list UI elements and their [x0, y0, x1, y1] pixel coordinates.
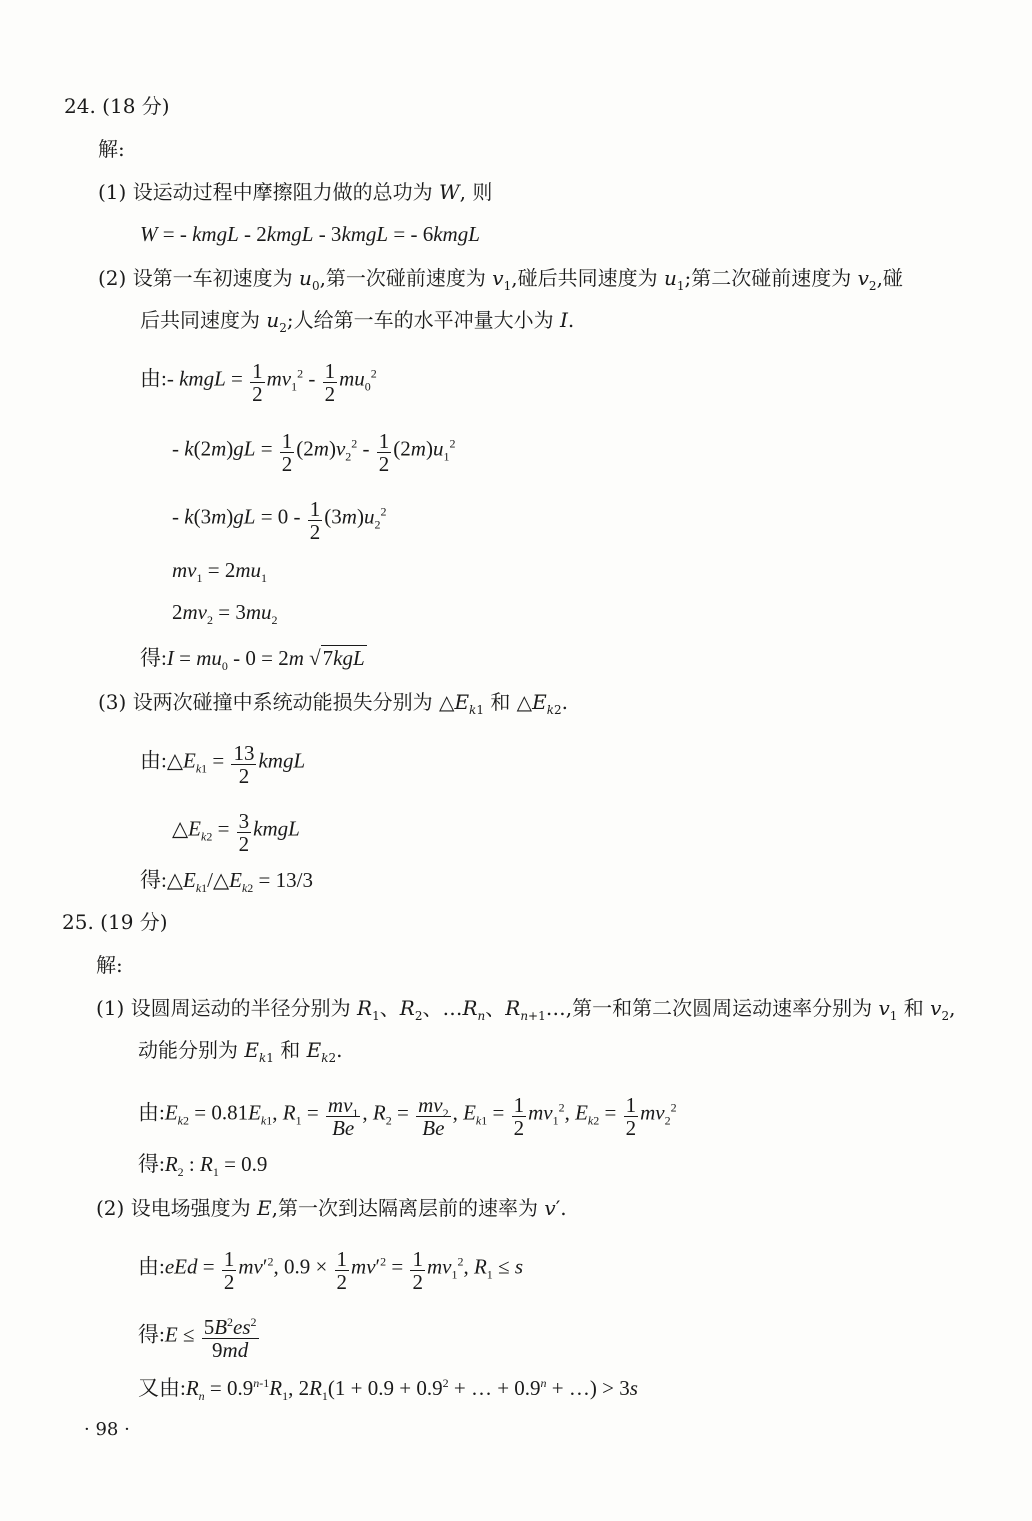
- q24-eq-d: $mv_1 = 2mu_1$: [172, 558, 268, 586]
- q25-eq-d: 得:E ≤ $\frac{5B^2es^2}{9md}$: [138, 1315, 257, 1362]
- q25-solution-label: 解:: [96, 953, 123, 977]
- q25-eq-a: 由$:E_{k2} = 0.81E_{k1}$, $R_1$ = $\frac{mv_1}{Be}$ , $R_2$ = $\frac{mv_2}{Be}$ , $E_{k1}$ = $\frac{1}{2}$ $mv_1^2$, $E_{k2}$ = $\frac{1}{2}$ $mv_2^2$: [138, 1093, 677, 1140]
- q24-eq-h: $\triangle E_{k2}$ = $\frac{3}{2}$ kmgL: [172, 809, 300, 856]
- page-number: · 98 ·: [84, 1419, 130, 1440]
- q24-part1-text: (1) 设运动过程中摩擦阻力做的总功为 W, 则: [98, 180, 493, 204]
- q24-part2-text-a: (2) 设第一车初速度为 $u_0$,第一次碰前速度为 $v_1$,碰后共同速度为 $u_1$;第二次碰前速度为 $v_2$,碰: [98, 266, 903, 293]
- q25-part1-text-a: (1) 设圆周运动的半径分别为 $R_1$、$R_2$、$\dots R_n$、$R_{n+1}\dots$,第一和第二次圆周运动速率分别为 $v_1$ 和 $v_2$,: [96, 996, 956, 1023]
- q24-eq-c: - k(3m)gL = 0 - $\frac{1}{2}$ $(3m)u_2^2$: [172, 497, 387, 544]
- q24-part2-text-b: 后共同速度为 $u_2$;人给第一车的水平冲量大小为 I.: [140, 308, 575, 335]
- q24-eq-i: 得$:\triangle E_{k1}/\triangle E_{k2} = 13/3$: [140, 868, 313, 896]
- q25-eq-b: 得$:R_2$ : $R_1 = 0.9$: [138, 1152, 268, 1180]
- q24-eq-f: 得:I = $mu_0 - 0 = 2m$ √7kgL: [140, 646, 365, 674]
- q25-header: 25. (19 分): [62, 910, 168, 934]
- q24-part1-equation: W = - kmgL - 2kmgL - 3kmgL = - 6kmgL: [140, 222, 480, 246]
- q24-eq-g: 由$:\triangle E_{k1}$ = $\frac{13}{2}$ kmgL: [140, 741, 306, 788]
- q24-eq-a: 由:- kmgL = $\frac{1}{2}$ $mv_1^2$ - $\frac{1}{2}$ $mu_0^2$: [140, 359, 377, 406]
- q24-part3-text: (3) 设两次碰撞中系统动能损失分别为 $\triangle E_{k1}$ 和 $\triangle E_{k2}$.: [98, 690, 568, 717]
- q24-header: 24. (18 分): [64, 94, 170, 118]
- q24-eq-e: $2mv_2 = 3mu_2$: [172, 600, 278, 628]
- q25-part2-text: (2) 设电场强度为 E,第一次到达隔离层前的速率为 v′.: [96, 1196, 567, 1220]
- q25-eq-c: 由:eEd = $\frac{1}{2}$ $mv'^2$, 0.9 × $\frac{1}{2}$ $mv'^2$ = $\frac{1}{2}$ $mv_1^2$, $R_1 \le s$: [138, 1247, 524, 1294]
- q25-eq-e: 又由$:R_n = 0.9^{n-1}R_1$, $2R_1(1 + 0.9 + 0.9^2$ + … + $0.9^n$ + …) > 3s: [138, 1376, 638, 1404]
- q25-part1-text-b: 动能分别为 $E_{k1}$ 和 $E_{k2}$.: [138, 1038, 343, 1065]
- q24-eq-b: - k(2m)gL = $\frac{1}{2}$ $(2m)v_2^2$ - $\frac{1}{2}$ $(2m)u_1^2$: [172, 429, 456, 476]
- q24-solution-label: 解:: [98, 137, 125, 161]
